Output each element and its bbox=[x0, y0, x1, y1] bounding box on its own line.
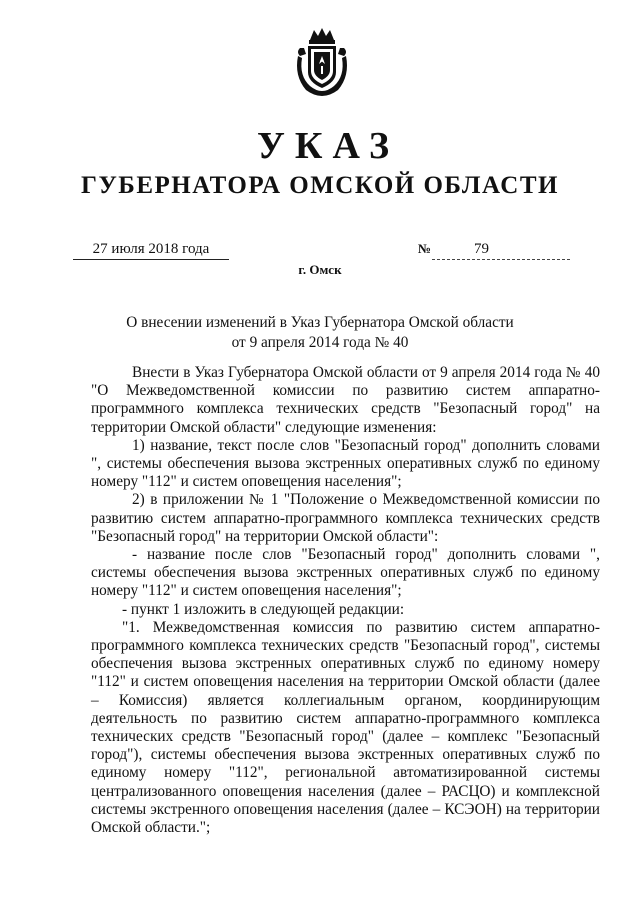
decree-number: 79 bbox=[474, 241, 489, 257]
paragraph-dash-2: - пункт 1 изложить в следующей редакции: bbox=[122, 600, 405, 618]
decree-city: г. Омск bbox=[298, 262, 342, 277]
decree-number-field bbox=[432, 240, 570, 260]
paragraph-clause-1: "1. Межведомственная комиссия по развитию систем аппаратно-программного комплекса технических средств "Безопасный город", системы обеспечения вызова экстренных оперативных служб по единому номеру "112" и систем оповещения населения на территории Омской области (далее – Комиссия) является коллегиальным органом, координирующим деятельность по развитию систем аппаратно-программного комплекса технических средств "Безопасный город" (далее – комплекс "Безопасный город"), системы обеспечения вызова экстренных оперативных служб по единому номеру "112", региональной автоматизированной системы централизованного оповещения населения (далее – РАСЦО) и комплексной системы экстренного оповещения населения (далее – КСЭОН) на территории Омской области."; bbox=[91, 618, 600, 837]
decree-body bbox=[91, 364, 600, 837]
paragraph-intro: Внести в Указ Губернатора Омской области от 9 апреля 2014 года № 40 "О Межведомственной комиссии по развитию систем аппаратно-программного комплекса технических средств "Безопасный город" на территории Омской области" следующие изменения: bbox=[91, 364, 600, 436]
omsk-coat-of-arms-icon bbox=[292, 26, 352, 98]
subject-line-1: О внесении изменений в Указ Губернатора Омской области bbox=[126, 314, 514, 331]
decree-date: 27 июля 2018 года bbox=[73, 240, 229, 260]
paragraph-dash-1: - название после слов "Безопасный город" дополнить словами ", системы обеспечения вызова экстренных оперативных служб по единому номеру "112" и систем оповещения населения"; bbox=[91, 546, 600, 600]
decree-subject bbox=[90, 313, 550, 353]
decree-number-label: № bbox=[418, 241, 432, 256]
document-subtitle: ГУБЕРНАТОРА ОМСКОЙ ОБЛАСТИ bbox=[81, 172, 559, 199]
paragraph-item-2: 2) в приложении № 1 "Положение о Межведомственной комиссии по развитию систем аппаратно-программного комплекса технических средств "Безопасный город" на территории Омской области": bbox=[91, 491, 600, 545]
paragraph-item-1: 1) название, текст после слов "Безопасный город" дополнить словами ", системы обеспечения вызова экстренных оперативных служб по единому номеру "112" и систем оповещения населения"; bbox=[91, 436, 600, 491]
document-title: УКАЗ bbox=[257, 125, 399, 167]
subject-line-2: от 9 апреля 2014 года № 40 bbox=[231, 334, 409, 351]
